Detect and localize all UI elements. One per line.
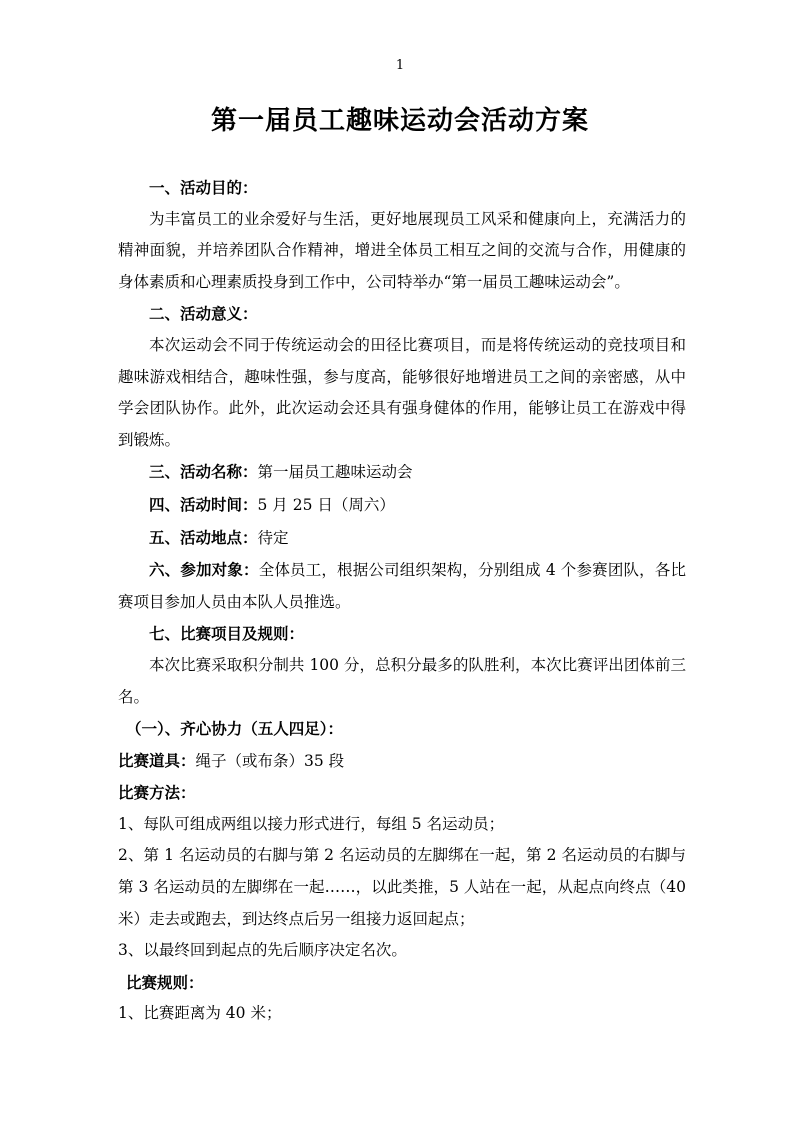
section-location-label: 五、活动地点： xyxy=(149,527,258,547)
section-participants-label: 六、参加对象： xyxy=(149,560,259,580)
section-purpose-body: 为丰富员工的业余爱好与生活，更好地展现员工风采和健康向上，充满活力的精神面貌，并培养团队合作精神，增进全体员工相互之间的交流与合作，用健康的身体素质和心理素质投身到工作中，公司特举办“第一届员工趣味运动会”。 xyxy=(118,209,686,291)
section-participants-value: 全体员工，根据公司组织架构，分别组成 4 个参赛团队，各比赛项目参加人员由本队人员推选。 xyxy=(118,561,686,611)
section-location-value: 待定 xyxy=(257,528,289,547)
section-name-label: 三、活动名称： xyxy=(149,462,258,482)
section-rules-body: 本次比赛采取积分制共 100 分，总积分最多的队胜利，本次比赛评出团体前三名。 xyxy=(118,655,686,706)
section-location xyxy=(118,522,686,555)
section-time-value: 5 月 25 日（周六） xyxy=(257,495,395,514)
event1-method-3: 3、以最终回到起点的先后顺序决定名次。 xyxy=(118,941,407,960)
event1-rule-1: 1、比赛距离为 40 米； xyxy=(118,1004,282,1023)
section-significance-body: 本次运动会不同于传统运动会的田径比赛项目，而是将传统运动的竞技项目和趣味游戏相结合，趣味性强，参与度高，能够很好地增进员工之间的亲密感，从中学会团队协作。此外，此次运动会还具有强身健体的作用，能够让员工在游戏中得到锻炼。 xyxy=(118,335,686,449)
event1-rules-heading: 比赛规则： xyxy=(126,972,204,992)
section-rules-heading: 七、比赛项目及规则： xyxy=(149,624,305,644)
section-time-label: 四、活动时间： xyxy=(149,494,258,514)
section-name xyxy=(118,456,686,489)
event1-equipment-value: 绳子（或布条）35 段 xyxy=(195,751,345,770)
section-name-value: 第一届员工趣味运动会 xyxy=(257,463,413,482)
page-number: 1 xyxy=(395,58,405,73)
section-purpose-heading: 一、活动目的： xyxy=(149,178,258,197)
event1-method-1: 1、每队可组成两组以接力形式进行，每组 5 名运动员； xyxy=(118,814,505,833)
document-title: 第一届员工趣味运动会活动方案 xyxy=(210,106,589,136)
document-body xyxy=(118,172,686,1030)
section-significance-heading: 二、活动意义： xyxy=(149,304,258,324)
event1-equipment-label: 比赛道具： xyxy=(118,750,196,770)
section-participants xyxy=(118,554,686,618)
section-time xyxy=(118,489,686,522)
event1-method-2: 2、第 1 名运动员的右脚与第 2 名运动员的左脚绑在一起，第 2 名运动员的右脚与第 3 名运动员的左脚绑在一起……，以此类推，5 人站在一起，从起点向终点（40 米）走去或跑去，到达终点后另一组接力返回起点； xyxy=(118,846,686,928)
event1-title: （一）、齐心协力（五人四足）： xyxy=(126,719,344,739)
event1-equipment xyxy=(118,745,686,778)
event1-method-heading: 比赛方法： xyxy=(118,783,196,803)
